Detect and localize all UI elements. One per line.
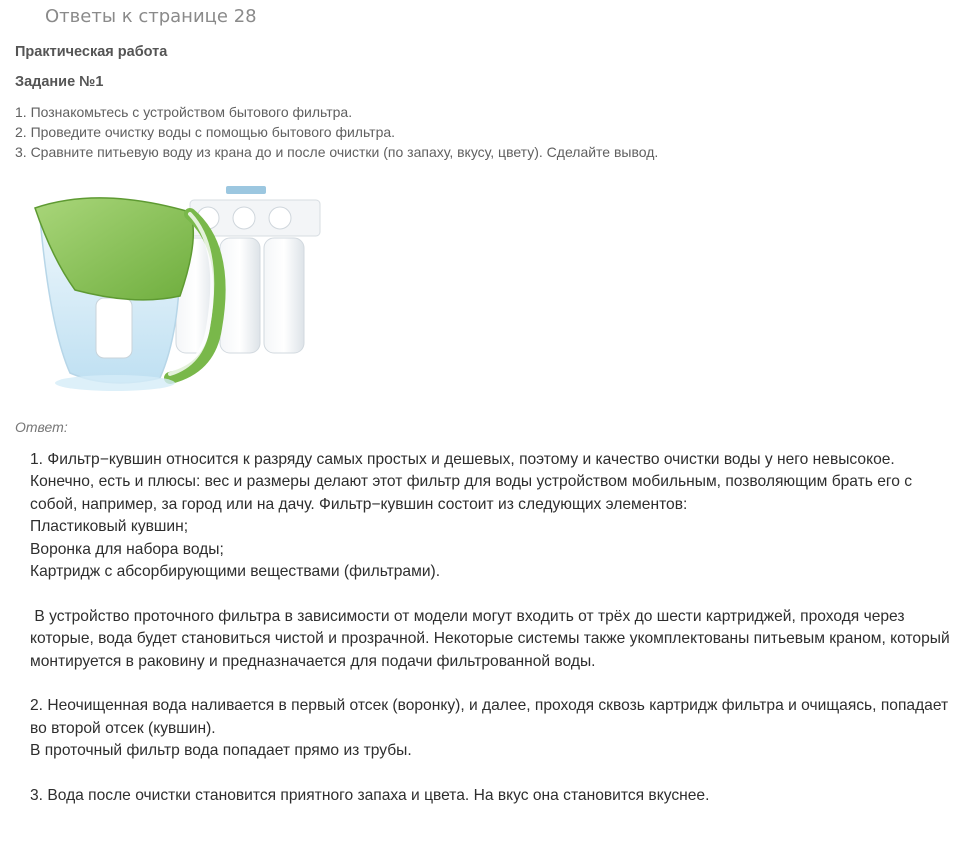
task-item: 1. Познакомьтесь с устройством бытового фильтра. <box>15 104 353 120</box>
task-list <box>15 102 658 162</box>
task-item: 3. Сравните питьевую воду из крана до и после очистки (по запаху, вкусу, цвету). Сделайте вывод. <box>15 144 659 160</box>
page-heading: Ответы к странице 28 <box>45 6 257 27</box>
answer-paragraph: В устройство проточного фильтра в зависимости от модели могут входить от трёх до шести картриджей, проходя через которые, вода будет становиться чистой и прозрачной. Некоторые системы также укомплектованы питьевым краном, который монтируется в раковину и предназначается для подачи фильтрованной воды. <box>30 607 955 670</box>
paragraph-gap <box>30 763 955 785</box>
filter-cartridge <box>96 298 132 358</box>
task-title: Задание №1 <box>15 74 104 90</box>
flow-filter-system <box>176 186 320 353</box>
answer-text <box>30 449 955 807</box>
answer-paragraph: 2. Неочищенная вода наливается в первый отсек (воронку), и далее, проходя сквозь картридж фильтра и очищаясь, попадает во второй отсек (кувшин). <box>30 697 949 737</box>
answer-paragraph: Воронка для набора воды; <box>30 540 224 558</box>
paragraph-gap <box>30 673 955 695</box>
task-item: 2. Проведите очистку воды с помощью бытового фильтра. <box>15 124 396 140</box>
answer-paragraph: Пластиковый кувшин; <box>30 518 189 536</box>
answer-paragraph: 1. Фильтр−кувшин относится к разряду самых простых и дешевых, поэтому и качество очистки воды у него невысокое. Конечно, есть и плюсы: вес и размеры делают этот фильтр для воды устройством мобильным, позволяющим брать его с собой, например, за город или на дачу. Фильтр−кувшин состоит из следующих элементов: <box>30 451 913 513</box>
water-filter-illustration <box>30 178 330 396</box>
water-filter-pitcher-and-flow-filter-image <box>30 178 330 396</box>
answer-paragraph: Картридж с абсорбирующими веществами (фильтрами). <box>30 563 441 581</box>
section-title: Практическая работа <box>15 44 168 60</box>
answer-paragraph: 3. Вода после очистки становится приятного запаха и цвета. На вкус она становится вкуснее. <box>30 787 710 805</box>
answer-paragraph: В проточный фильтр вода попадает прямо из трубы. <box>30 742 412 760</box>
answer-label: Ответ: <box>15 419 68 435</box>
paragraph-gap <box>30 583 955 605</box>
